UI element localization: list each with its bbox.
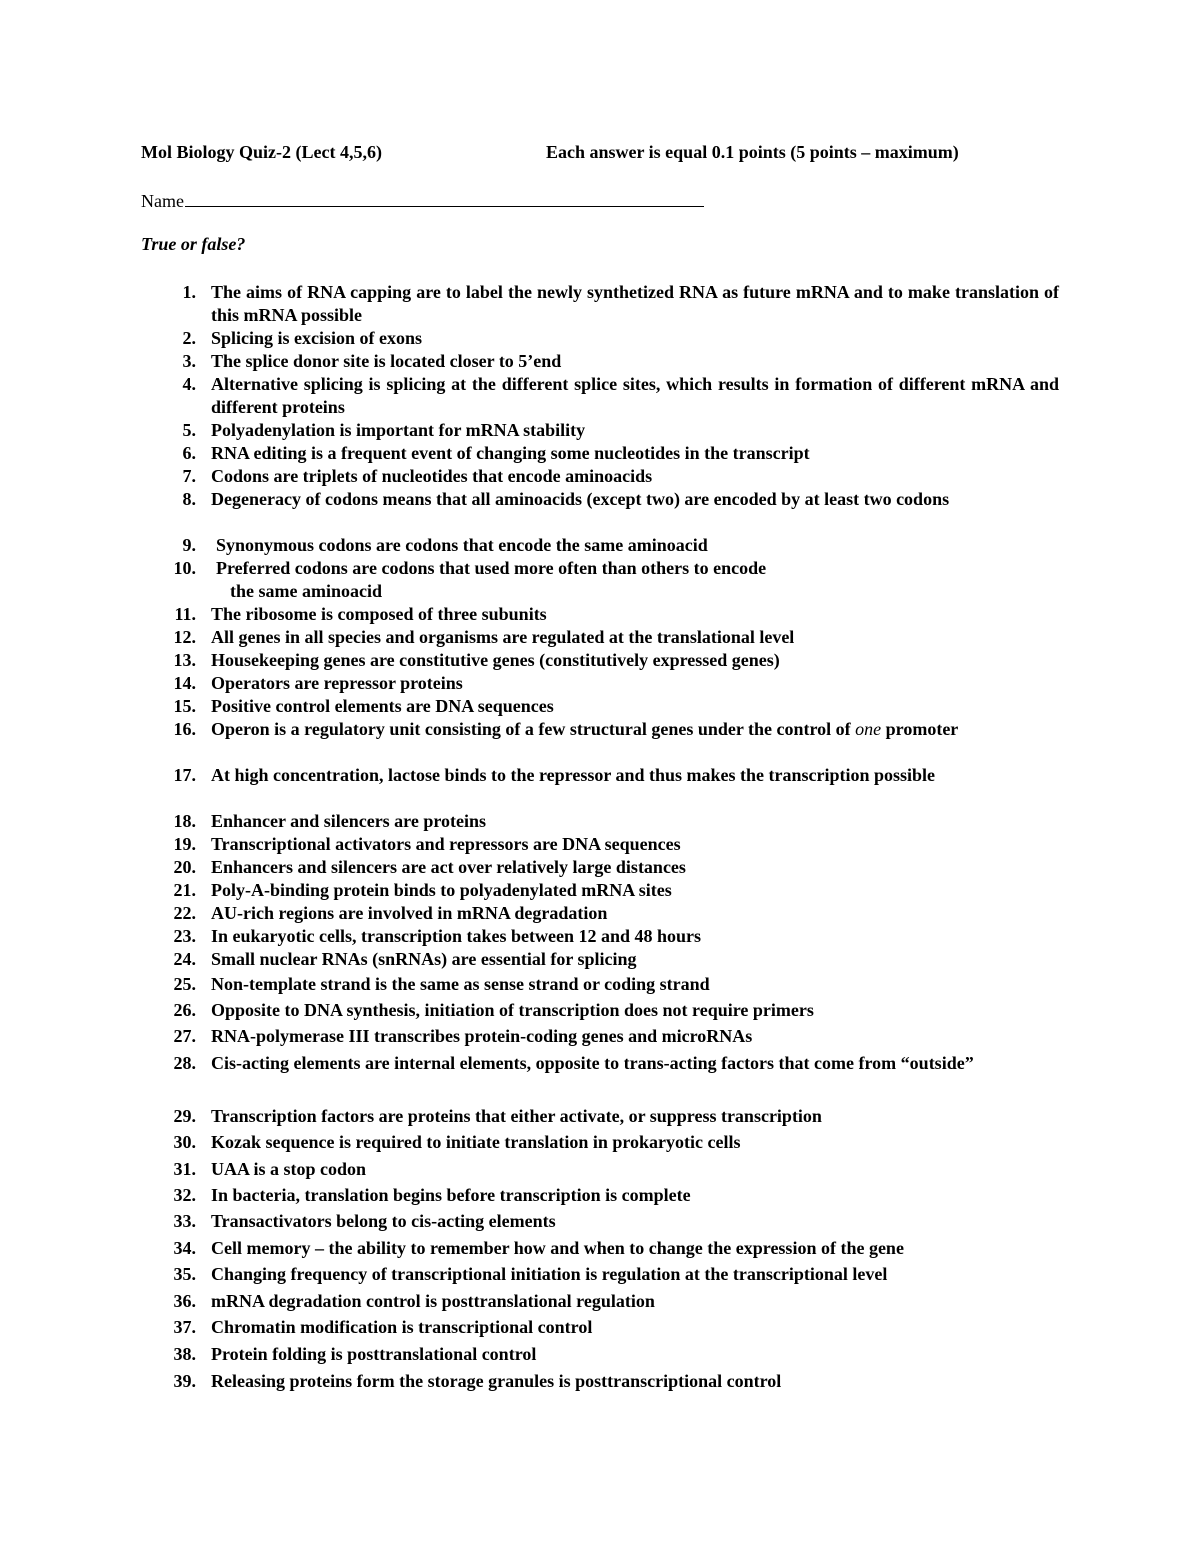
quiz-title: Mol Biology Quiz-2 (Lect 4,5,6): [141, 142, 382, 162]
question-text: Degeneracy of codons means that all aminoacids (except two) are encoded by at least two codons: [211, 489, 950, 509]
question-number: 27.: [173, 1026, 196, 1046]
question-text: Synonymous codons are codons that encode the same aminoacid: [216, 535, 708, 555]
question-text: Chromatin modification is transcriptional control: [211, 1317, 593, 1337]
question-text: The splice donor site is located closer to 5’end: [211, 351, 562, 371]
question-number: 34.: [173, 1238, 196, 1258]
question-text-line-2: the same aminoacid: [230, 581, 382, 601]
question-number: 6.: [182, 443, 196, 463]
question-number: 21.: [173, 880, 196, 900]
question-text: RNA-polymerase III transcribes protein-coding genes and microRNAs: [211, 1026, 753, 1046]
question-text-after: promoter: [881, 719, 959, 739]
question-text: Releasing proteins form the storage granules is posttranscriptional control: [211, 1371, 782, 1391]
name-label: Name: [141, 191, 184, 211]
question-text: Enhancer and silencers are proteins: [211, 811, 487, 831]
question-number: 24.: [173, 949, 196, 969]
question-text: AU-rich regions are involved in mRNA degradation: [211, 903, 608, 923]
question-number: 25.: [173, 974, 196, 994]
question-number: 29.: [173, 1106, 196, 1126]
question-text: All genes in all species and organisms are regulated at the translational level: [211, 627, 795, 647]
question-number: 5.: [182, 420, 196, 440]
question-number: 28.: [173, 1053, 196, 1073]
question-number: 23.: [173, 926, 196, 946]
question-text: At high concentration, lactose binds to the repressor and thus makes the transcription possible: [211, 765, 936, 785]
question-text: Operators are repressor proteins: [211, 673, 463, 693]
question-number: 36.: [173, 1291, 196, 1311]
question-text: Polyadenylation is important for mRNA stability: [211, 420, 586, 440]
question-number: 3.: [182, 351, 196, 371]
question-text: Kozak sequence is required to initiate translation in prokaryotic cells: [211, 1132, 741, 1152]
question-text: Cis-acting elements are internal elements, opposite to trans-acting factors that come from “outside”: [211, 1053, 974, 1073]
question-number: 35.: [173, 1264, 196, 1284]
question-text: Protein folding is posttranslational control: [211, 1344, 537, 1364]
question-text: Positive control elements are DNA sequences: [211, 696, 554, 716]
question-number: 39.: [173, 1371, 196, 1391]
question-text: In bacteria, translation begins before transcription is complete: [211, 1185, 691, 1205]
question-number: 17.: [173, 765, 196, 785]
question-number: 7.: [182, 466, 196, 486]
name-blank-line: [185, 188, 704, 207]
question-text: [211, 557, 1064, 603]
question-number: 8.: [182, 489, 196, 509]
question-text: Transactivators belong to cis-acting elements: [211, 1211, 556, 1231]
question-number: 32.: [173, 1185, 196, 1205]
question-text: RNA editing is a frequent event of changing some nucleotides in the transcript: [211, 443, 810, 463]
question-text: The aims of RNA capping are to label the newly synthetized RNA as future mRNA and to make translation of this mRNA possible: [211, 282, 1059, 325]
section-heading: True or false?: [141, 234, 246, 254]
question-number: 2.: [182, 328, 196, 348]
question-text-line-1: Preferred codons are codons that used more often than others to encode: [216, 558, 767, 578]
question-text: Alternative splicing is splicing at the different splice sites, which results in formation of different mRNA and different proteins: [211, 374, 1059, 417]
question-number: 22.: [173, 903, 196, 923]
question-text: Non-template strand is the same as sense strand or coding strand: [211, 974, 710, 994]
question-text: mRNA degradation control is posttranslational regulation: [211, 1291, 655, 1311]
question-number: 12.: [173, 627, 196, 647]
question-text: In eukaryotic cells, transcription takes between 12 and 48 hours: [211, 926, 701, 946]
question-text-before: Operon is a regulatory unit consisting of a few structural genes under the control of: [211, 719, 856, 739]
question-number: 26.: [173, 1000, 196, 1020]
question-text: Small nuclear RNAs (snRNAs) are essential for splicing: [211, 949, 637, 969]
question-text: Cell memory – the ability to remember how and when to change the expression of the gene: [211, 1238, 904, 1258]
question-text: [211, 718, 1059, 741]
question-text: Changing frequency of transcriptional initiation is regulation at the transcriptional level: [211, 1264, 888, 1284]
question-text: Housekeeping genes are constitutive genes (constitutively expressed genes): [211, 650, 780, 670]
question-number: 15.: [173, 696, 196, 716]
scoring-note: Each answer is equal 0.1 points (5 points – maximum): [546, 142, 959, 162]
question-number: 18.: [173, 811, 196, 831]
question-number: 11.: [174, 604, 196, 624]
question-number: 13.: [173, 650, 196, 670]
question-number: 33.: [173, 1211, 196, 1231]
question-number: 10.: [173, 558, 196, 578]
question-number: 19.: [173, 834, 196, 854]
question-text: The ribosome is composed of three subunits: [211, 604, 547, 624]
question-number: 14.: [173, 673, 196, 693]
question-number: 9.: [182, 535, 196, 555]
question-number: 4.: [182, 374, 196, 394]
name-field: [141, 188, 704, 212]
question-number: 31.: [173, 1159, 196, 1179]
question-number: 1.: [182, 282, 196, 302]
question-text: Enhancers and silencers are act over relatively large distances: [211, 857, 686, 877]
question-number: 30.: [173, 1132, 196, 1152]
question-text: Poly-A-binding protein binds to polyadenylated mRNA sites: [211, 880, 672, 900]
question-text: Codons are triplets of nucleotides that encode aminoacids: [211, 466, 653, 486]
question-text: Transcriptional activators and repressors are DNA sequences: [211, 834, 681, 854]
question-number: 20.: [173, 857, 196, 877]
question-text: Splicing is excision of exons: [211, 328, 423, 348]
question-text-emphasis: one: [855, 719, 882, 739]
question-text: UAA is a stop codon: [211, 1159, 367, 1179]
question-number: 37.: [173, 1317, 196, 1337]
question-text: Transcription factors are proteins that either activate, or suppress transcription: [211, 1106, 822, 1126]
question-number: 38.: [173, 1344, 196, 1364]
question-number: 16.: [173, 719, 196, 739]
question-text: Opposite to DNA synthesis, initiation of transcription does not require primers: [211, 1000, 814, 1020]
